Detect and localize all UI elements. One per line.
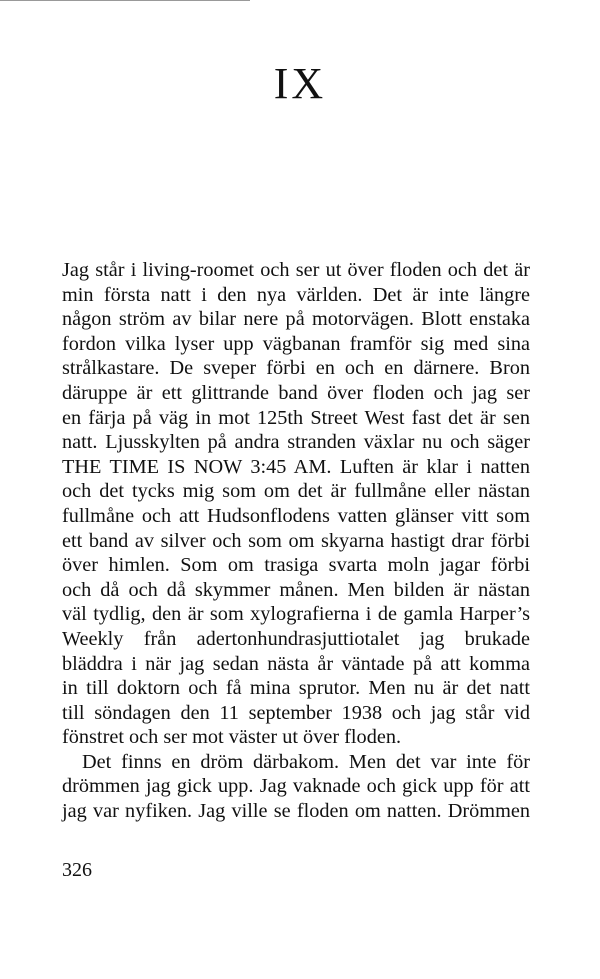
paragraph [62,258,530,750]
text-line: till söndagen den 11 september 1938 och jag står vid [62,701,530,724]
text-line: och det tycks mig som om det är fullmåne eller nästan [62,480,530,503]
text-line: fullmåne och att Hudsonflodens vatten glänser vitt som [62,504,530,527]
page-number: 326 [62,859,92,881]
text-line: över himlen. Som om trasiga svarta moln jagar förbi [62,554,530,577]
text-line: in till doktorn och få mina sprutor. Men nu är det natt [62,677,530,700]
text-line: Weekly från adertonhundrasjuttiotalet jag brukade [62,627,530,650]
chapter-title: IX [273,59,327,108]
text-line: Jag står i living-roomet och ser ut över floden och det är [62,259,530,281]
paragraph [62,750,530,824]
text-line: strålkastare. De sveper förbi en och en därnere. Bron [62,357,530,380]
text-line: jag var nyfiken. Jag ville se floden om natten. Drömmen [62,800,530,823]
text-line: fordon vilka lyser upp vägbanan framför sig med sina [62,332,530,355]
text-line: ett band av silver och som om skyarna hastigt drar förbi [62,529,530,552]
text-line: natt. Ljusskylten på andra stranden växlar nu och säger [62,431,530,454]
body-text [62,258,530,824]
text-line: bläddra i när jag sedan nästa år väntade på att komma [62,652,530,675]
text-line: och då och då skymmer månen. Men bilden är nästan [62,578,530,601]
text-line: min första natt i den nya världen. Det är inte längre [62,283,530,306]
text-line: någon ström av bilar nere på motorvägen. Blott enstaka [62,308,530,331]
text-line: en färja på väg in mot 125th Street West fast det är sen [62,406,530,429]
text-line: däruppe är ett glittrande band över floden och jag ser [62,381,530,404]
text-line: drömmen jag gick upp. Jag vaknade och gick upp för att [62,775,530,798]
text-line: Det finns en dröm därbakom. Men det var inte för [82,750,530,773]
text-line: THE TIME IS NOW 3:45 AM. Luften är klar i natten [62,455,530,478]
text-line: fönstret och ser mot väster ut över floden. [62,726,402,749]
top-edge-rule [0,0,250,1]
text-line: väl tydlig, den är som xylografierna i de gamla Harper’s [62,603,530,626]
